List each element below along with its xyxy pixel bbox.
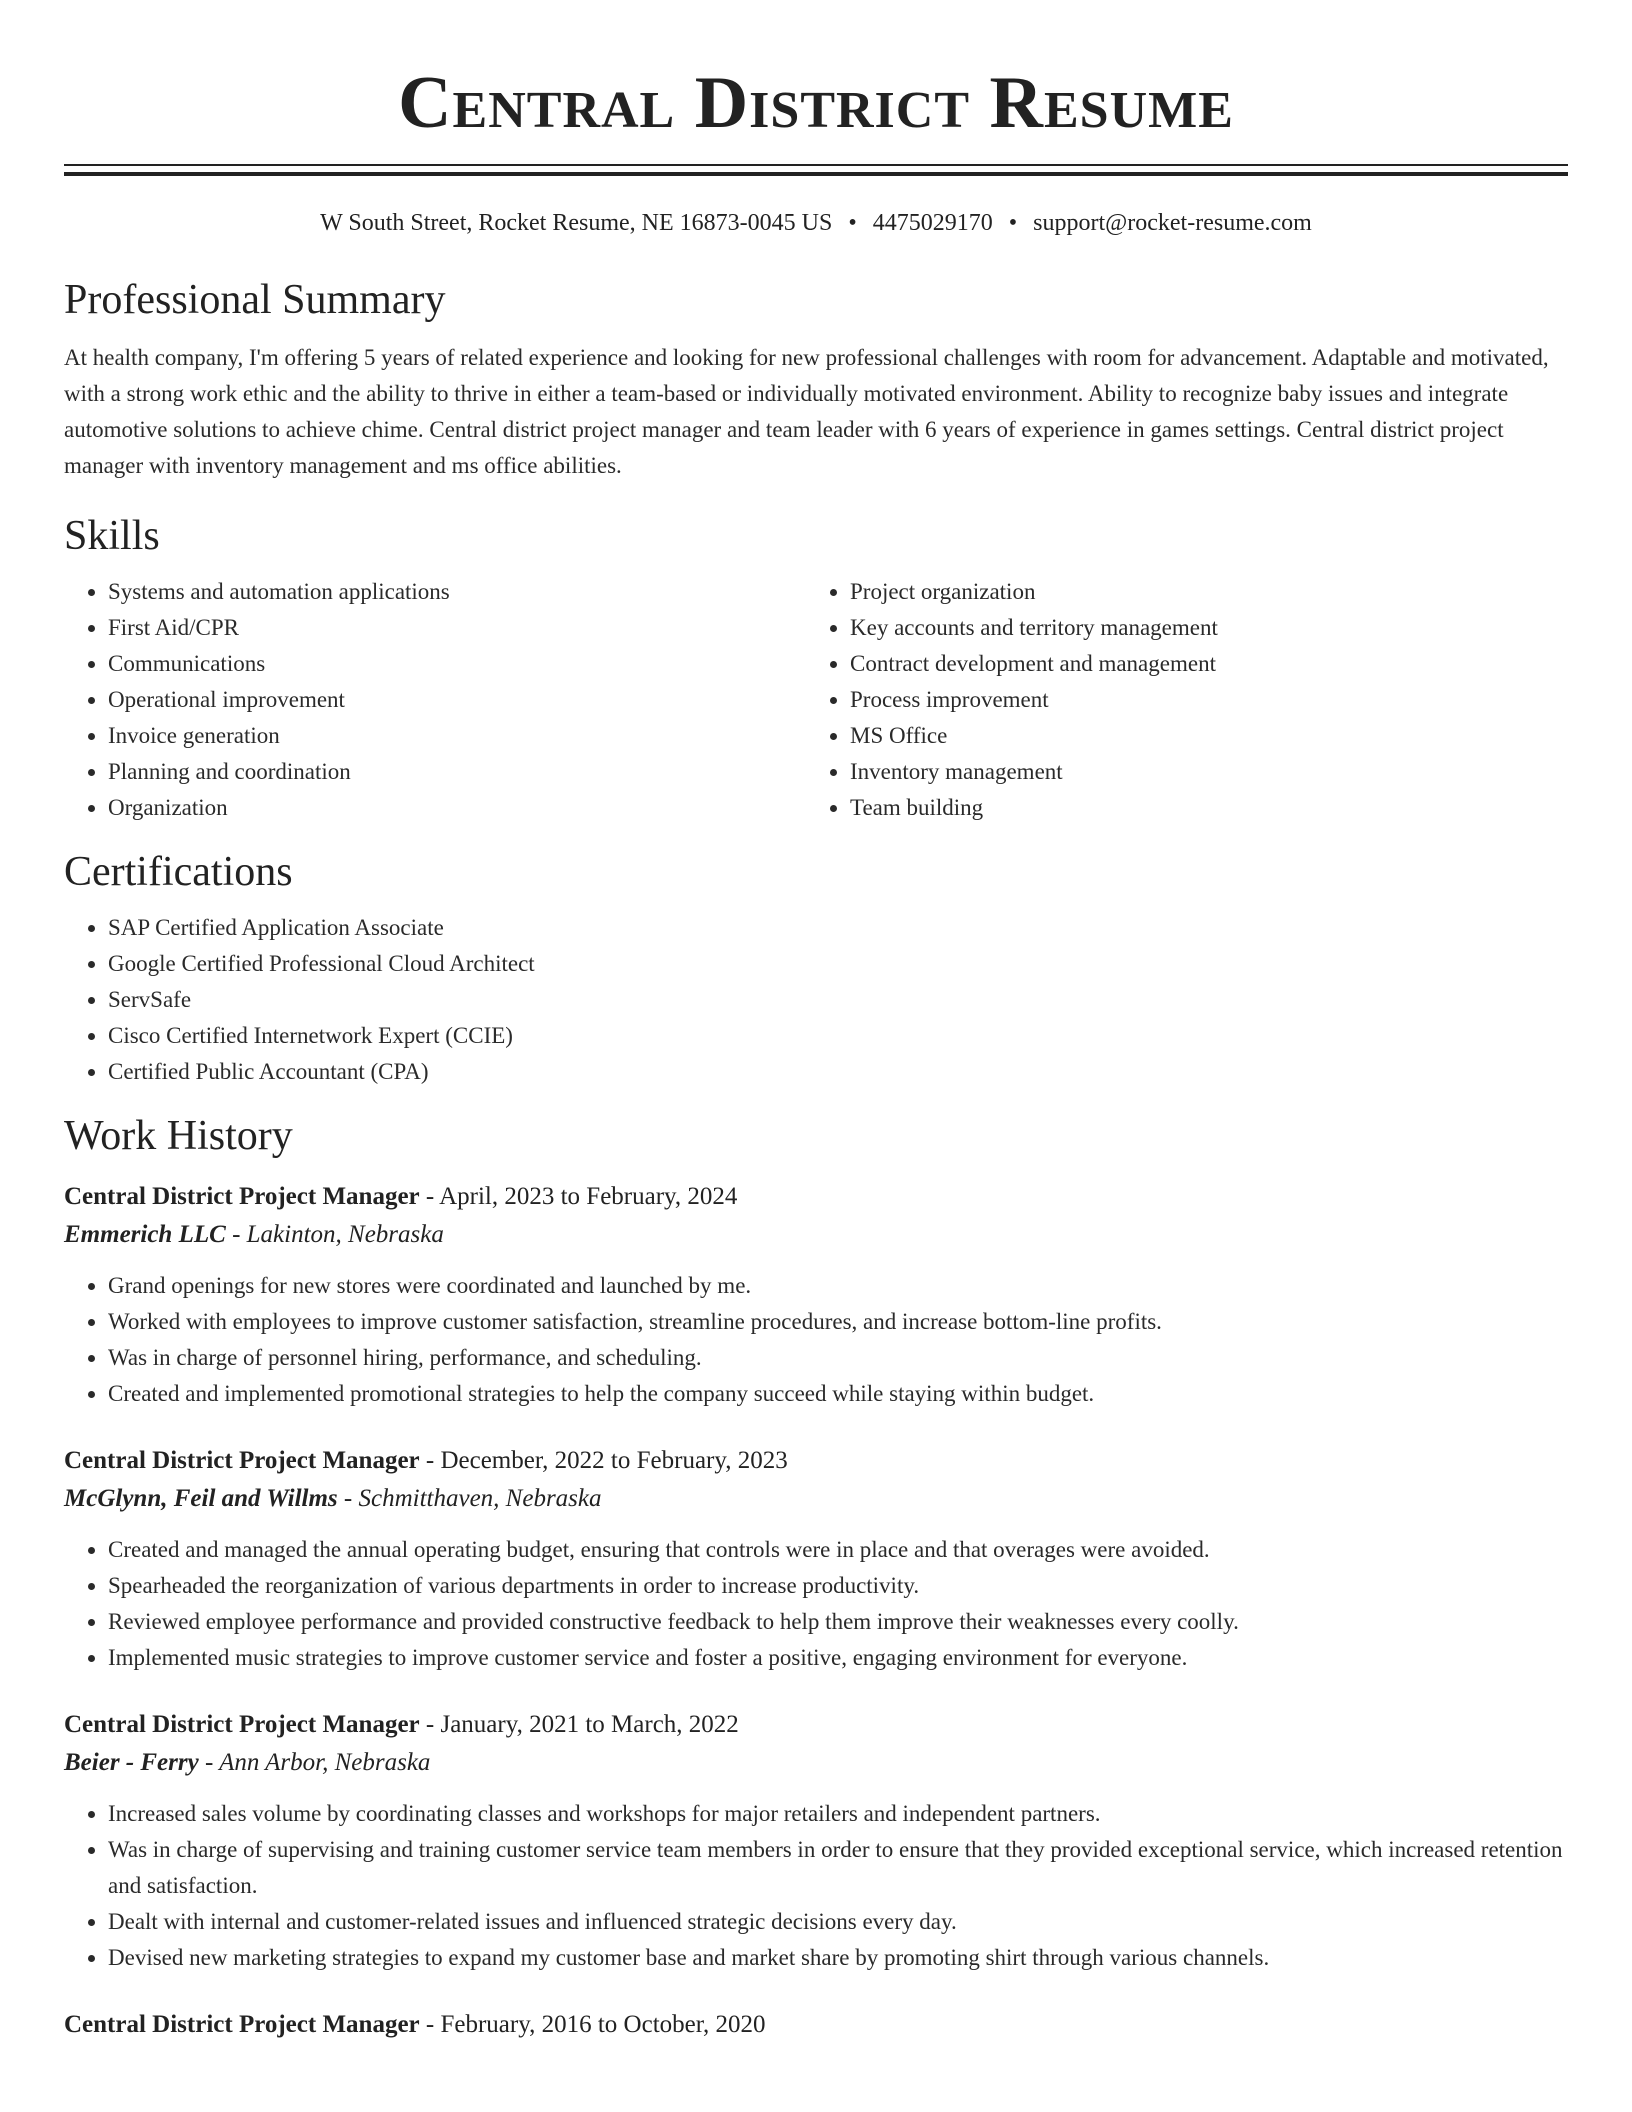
job-title: Central District Project Manager	[64, 1711, 420, 1738]
job-duty: • Reviewed employee performance and provided constructive feedback to help them improve their weaknesses every coolly.	[108, 1604, 1568, 1640]
job-duty: • Spearheaded the reorganization of various departments in order to increase productivity.	[108, 1568, 1568, 1604]
skills-column-right	[806, 574, 1548, 826]
skill-item: • Key accounts and territory management	[850, 610, 1548, 646]
skill-item: • MS Office	[850, 718, 1548, 754]
job-company-line: Emmerich LLC - Lakinton, Nebraska	[64, 1221, 444, 1248]
job-title: Central District Project Manager	[64, 1447, 420, 1474]
job-company-line: McGlynn, Feil and Willms - Schmitthaven, Nebraska	[64, 1485, 602, 1512]
job-entry	[64, 1706, 1568, 1976]
job-entry	[64, 1442, 1568, 1676]
skill-item: • Planning and coordination	[108, 754, 806, 790]
summary-heading: Professional Summary	[64, 277, 446, 323]
skill-item: • Team building	[850, 790, 1548, 826]
job-dates: February, 2016 to October, 2020	[440, 2011, 766, 2038]
job-company-line: Beier - Ferry - Ann Arbor, Nebraska	[64, 1749, 431, 1776]
job-location: Schmitthaven, Nebraska	[358, 1485, 602, 1512]
contact-separator: •	[1008, 210, 1018, 236]
job-duty: • Created and implemented promotional strategies to help the company succeed while staying within budget.	[108, 1376, 1568, 1412]
job-header: Central District Project Manager - April, 2023 to February, 2024	[64, 1183, 738, 1210]
certification-item: • Google Certified Professional Cloud Architect	[108, 946, 1568, 982]
job-entry	[64, 2006, 1568, 2044]
skill-item: • Invoice generation	[108, 718, 806, 754]
job-dates: April, 2023 to February, 2024	[439, 1183, 738, 1210]
job-duties-list	[64, 1532, 1568, 1676]
certification-item: • ServSafe	[108, 982, 1568, 1018]
job-company: McGlynn, Feil and Willms	[64, 1485, 338, 1512]
resume-page	[64, 0, 1568, 2044]
skill-item: • Communications	[108, 646, 806, 682]
job-company: Emmerich LLC	[64, 1221, 226, 1248]
contact-line	[64, 206, 1568, 240]
job-header: Central District Project Manager - January, 2021 to March, 2022	[64, 1711, 739, 1738]
skills-list-right	[806, 574, 1548, 826]
job-title: Central District Project Manager	[64, 2011, 420, 2038]
skill-item: • Organization	[108, 790, 806, 826]
contact-email: support@rocket-resume.com	[1033, 210, 1312, 236]
job-duty: • Dealt with internal and customer-related issues and influenced strategic decisions every day.	[108, 1904, 1568, 1940]
job-duty: • Grand openings for new stores were coordinated and launched by me.	[108, 1268, 1568, 1304]
job-duty: • Created and managed the annual operating budget, ensuring that controls were in place and that overages were avoided.	[108, 1532, 1568, 1568]
certifications-heading: Certifications	[64, 849, 293, 895]
skill-item: • First Aid/CPR	[108, 610, 806, 646]
skill-item: • Systems and automation applications	[108, 574, 806, 610]
job-duty: • Worked with employees to improve customer satisfaction, streamline procedures, and increase bottom-line profits.	[108, 1304, 1568, 1340]
title-divider-thick	[64, 172, 1568, 176]
skill-item: • Process improvement	[850, 682, 1548, 718]
certifications-list	[64, 910, 1568, 1090]
contact-separator: •	[848, 210, 857, 236]
job-dates: January, 2021 to March, 2022	[440, 1711, 739, 1738]
skill-item: • Operational improvement	[108, 682, 806, 718]
certification-item: • SAP Certified Application Associate	[108, 910, 1568, 946]
title-divider-thin	[64, 164, 1568, 166]
skill-item: • Contract development and management	[850, 646, 1548, 682]
job-header: Central District Project Manager - February, 2016 to October, 2020	[64, 2011, 766, 2038]
job-entry	[64, 1178, 1568, 1412]
job-duties-list	[64, 1268, 1568, 1412]
certification-item: • Cisco Certified Internetwork Expert (CCIE)	[108, 1018, 1568, 1054]
job-duty: • Was in charge of personnel hiring, performance, and scheduling.	[108, 1340, 1568, 1376]
job-duties-list	[64, 1796, 1568, 1976]
job-duty: • Was in charge of supervising and training customer service team members in order to ensure that they provided exceptional service, which increased retention and satisfaction.	[108, 1832, 1568, 1904]
skills-columns	[64, 574, 1568, 826]
job-duty: • Devised new marketing strategies to expand my customer base and market share by promoting shirt through various channels.	[108, 1940, 1568, 1976]
contact-phone: 4475029170	[872, 210, 993, 236]
skills-heading: Skills	[64, 513, 160, 559]
certification-item: • Certified Public Accountant (CPA)	[108, 1054, 1568, 1090]
summary-text: At health company, I'm offering 5 years of related experience and looking for new professional challenges with room for advancement. Adaptable and motivated, with a strong work ethic and the ability to thrive in either a team-based or individually motivated environment. Ability to recognize baby issues and integrate automotive solutions to achieve chime. Central district project manager and team leader with 6 years of experience in games settings. Central district project manager with inventory management and ms office abilities.	[64, 345, 1549, 478]
work-history-heading: Work History	[64, 1113, 293, 1159]
job-duty: • Increased sales volume by coordinating classes and workshops for major retailers and independent partners.	[108, 1796, 1568, 1832]
skill-item: • Inventory management	[850, 754, 1548, 790]
skills-list-left	[64, 574, 806, 826]
contact-address: W South Street, Rocket Resume, NE 16873-0045 US	[320, 210, 833, 236]
job-duty: • Implemented music strategies to improve customer service and foster a positive, engaging environment for everyone.	[108, 1640, 1568, 1676]
job-title: Central District Project Manager	[64, 1183, 420, 1210]
job-location: Ann Arbor, Nebraska	[219, 1749, 431, 1776]
skill-item: • Project organization	[850, 574, 1548, 610]
job-company: Beier - Ferry	[64, 1749, 199, 1776]
job-dates: December, 2022 to February, 2023	[440, 1447, 788, 1474]
job-location: Lakinton, Nebraska	[246, 1221, 444, 1248]
skills-column-left	[64, 574, 806, 826]
job-header: Central District Project Manager - December, 2022 to February, 2023	[64, 1447, 788, 1474]
resume-title: Central District Resume	[398, 62, 1234, 144]
